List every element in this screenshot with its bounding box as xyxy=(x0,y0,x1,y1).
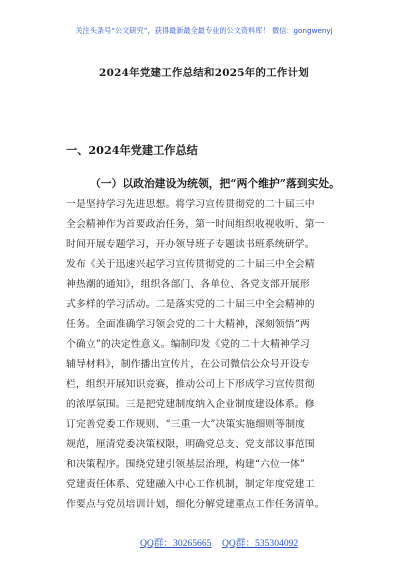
body-line: 一是坚持学习先进思想。将学习宣传贯彻党的二十届三中 xyxy=(66,199,315,210)
body-line: 式多样的学习活动。二是落实党的二十届三中全会精神的 xyxy=(66,299,315,310)
footer-qq-group-2: QQ群：535304092 xyxy=(222,538,299,549)
body-line: 任务。全面准确学习领会党的二十大精神，深刻领悟“两 xyxy=(66,319,310,330)
body-line: 党建责任体系、党建融入中心工作机制，制定年度党建工 xyxy=(66,479,315,490)
body-line: 全会精神作为首要政治任务，第一时间组织收视收听、第一 xyxy=(66,219,325,230)
body-line: 栏，组织开展知识竞赛，推动公司上下形成学习宣传贯彻 xyxy=(66,379,315,390)
sub-heading: （一）以政治建设为统领，把“两个维护”落到实处。 xyxy=(90,177,340,190)
body-line: 订完善党委工作规则、“三重一大”决策实施细则等制度 xyxy=(66,419,306,430)
body-line: 规范，厘清党委决策权限，明确党总支、党支部议事范围 xyxy=(66,439,315,450)
document-title: 2024年党建工作总结和2025年的工作计划 xyxy=(99,67,309,79)
header-note: 关注头条号“公文研究”，获得最新最全最专业的公文资料库！ 微信：gongwenyj xyxy=(75,26,333,35)
body-line: 作要点与党员培训计划，细化分解党建重点工作任务清单。 xyxy=(66,499,325,510)
body-line: 的浓厚氛围。三是把党建制度纳入企业制度建设体系。修 xyxy=(66,399,315,410)
body-line: 时间开展专题学习，开办领导班子专题读书班系统研学。 xyxy=(66,239,315,250)
body-line: 发布《关于迅速兴起学习宣传贯彻党的二十届三中全会精 xyxy=(66,259,315,270)
body-line: 个确立”的决定性意义。编制印发《党的二十大精神学习 xyxy=(66,339,310,350)
body-line: 和决策程序。围绕党建引领基层治理，构建“六位一体” xyxy=(66,459,306,470)
body-line: 神热潮的通知》，组织各部门、各单位、各党支部开展形 xyxy=(66,279,310,290)
body-line: 辅导材料》，制作播出宣传片，在公司微信公众号开设专 xyxy=(66,359,310,370)
section-heading: 一、2024年党建工作总结 xyxy=(66,143,198,157)
footer-qq-group-1: QQ群：30265665 xyxy=(140,538,212,549)
